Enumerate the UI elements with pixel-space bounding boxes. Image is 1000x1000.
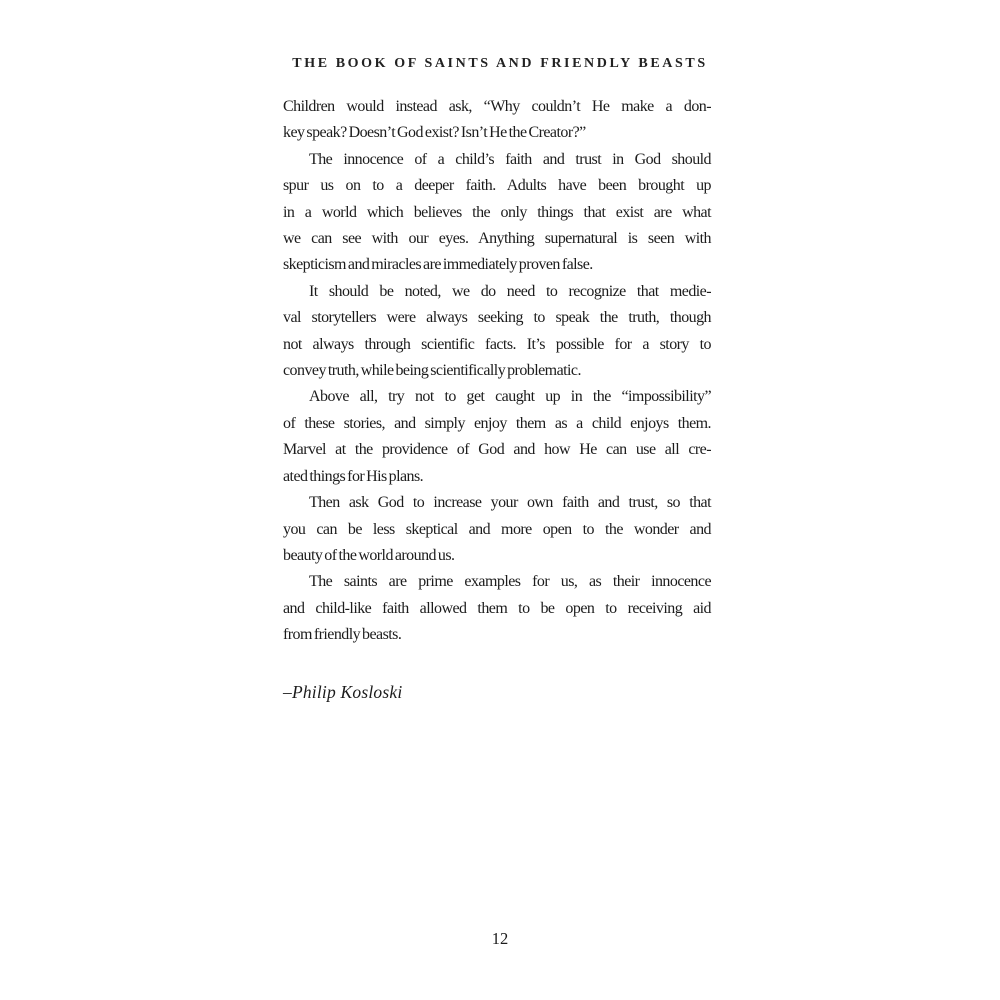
text-line: The innocence of a child’s faith and trust in God should [309,150,711,168]
body-text [283,94,711,649]
text-line: in a world which believes the only things that exist are what [283,203,711,221]
text-line: and child-like faith allowed them to be open to receiving aid [283,599,711,617]
running-header: THE BOOK OF SAINTS AND FRIENDLY BEASTS [292,56,708,71]
text-line: of these stories, and simply enjoy them as a child enjoys them. [283,414,711,432]
text-line: ated things for His plans. [283,467,424,485]
text-line: from friendly beasts. [283,626,402,644]
text-line: convey truth, while being scientifically problematic. [283,362,581,380]
paragraph [283,490,711,569]
text-line: Children would instead ask, “Why couldn’t He make a don- [283,98,711,115]
text-line: Then ask God to increase your own faith and trust, so that [309,494,711,512]
text-line: val storytellers were always seeking to speak the truth, though [283,309,711,327]
text-line: we can see with our eyes. Anything supernatural is seen with [283,230,711,248]
page-number: 12 [491,929,509,948]
text-line: beauty of the world around us. [283,546,455,564]
paragraph [283,279,711,385]
text-line: skepticism and miracles are immediately proven false. [283,256,593,274]
text-line: spur us on to a deeper faith. Adults have been brought up [283,177,711,195]
text-line: Above all, try not to get caught up in the “impossibility” [309,388,711,406]
text-line: you can be less skeptical and more open to the wonder and [283,520,711,538]
author-signature: –Philip Kosloski [283,682,403,702]
paragraph [283,147,711,279]
paragraph [283,569,711,648]
text-line: not always through scientific facts. It’s possible for a story to [283,335,711,353]
text-line: The saints are prime examples for us, as their innocence [309,573,711,591]
text-line: key speak? Doesn’t God exist? Isn’t He the Creator?” [283,124,586,142]
paragraph [283,94,711,147]
text-line: Marvel at the providence of God and how He can use all cre- [283,441,711,459]
paragraph [283,384,711,490]
text-line: It should be noted, we do need to recognize that medie- [309,282,711,300]
